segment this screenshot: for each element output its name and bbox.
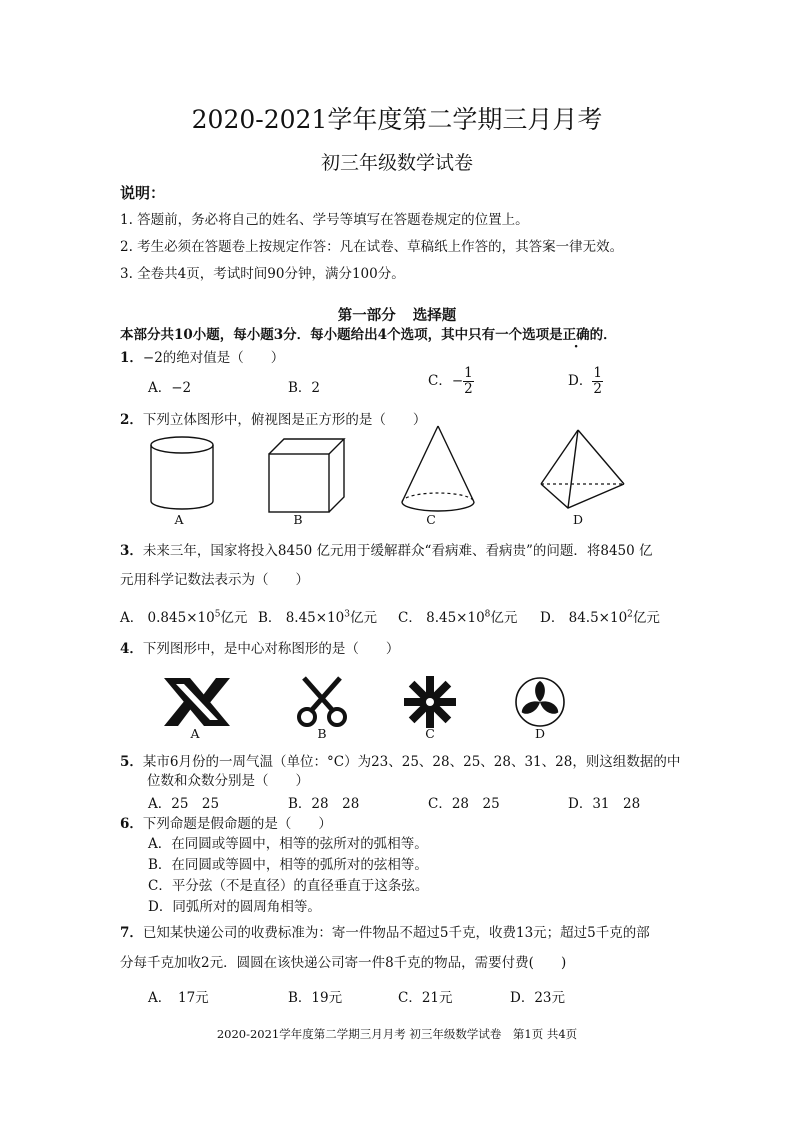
question-5-line-1 [120, 750, 680, 770]
q4-label-a: A [190, 726, 200, 741]
question-number: 4． [120, 641, 143, 657]
q4-label-c: C [425, 726, 435, 741]
q4-label-d: D [534, 726, 546, 741]
q1-option-d-prefix: D． [568, 373, 593, 389]
option-exponent: 5 [214, 609, 221, 620]
question-1 [120, 346, 284, 366]
q1-option-c-prefix: C．− [428, 373, 464, 389]
cone-figure [396, 422, 480, 518]
q6-option-b: B．在同圆或等圆中，相等的弧所对的弦相等。 [148, 857, 428, 873]
q7-option-d: D．23元 [510, 990, 566, 1006]
q6-option-d: D．同弧所对的圆周角相等。 [148, 899, 321, 915]
q6-option-a: A．在同圆或等圆中，相等的弦所对的弧相等。 [148, 836, 428, 852]
question-3-line-2: 元用科学记数法表示为（ ） [120, 572, 309, 588]
q3-option-a [120, 606, 247, 626]
option-unit: 亿元 [632, 610, 660, 626]
q2-label-b: B [293, 512, 303, 527]
q3-option-b [258, 606, 377, 626]
fraction-denominator: 2 [593, 381, 602, 397]
q1-option-c [428, 366, 474, 397]
q5-option-b: B．28 28 [288, 796, 360, 812]
tri-blade-circle-symbol [512, 674, 568, 730]
fraction-denominator: 2 [464, 381, 473, 397]
question-number: 5． [120, 754, 143, 770]
q7-option-c: C．21元 [398, 990, 453, 1006]
section-title: 第一部分 选择题 [337, 307, 457, 324]
q1-option-c-fraction [463, 366, 474, 397]
note-item: 1. 答题前，务必将自己的姓名、学号等填写在答题卷规定的位置上。 [120, 212, 529, 228]
q1-option-a: A．−2 [148, 380, 192, 396]
double-x-symbol [160, 676, 234, 728]
exam-subtitle: 初三年级数学试卷 [320, 152, 473, 174]
gear-flower-symbol [402, 674, 458, 730]
q6-option-c: C．平分弦（不是直径）的直径垂直于这条弦。 [148, 878, 429, 894]
cube-figure [264, 434, 346, 516]
fraction-numerator: 1 [593, 365, 602, 381]
question-7-line-1 [120, 921, 650, 941]
fraction-numerator: 1 [464, 365, 473, 381]
question-7-line-2: 分每千克加收2元．圆圆在该快递公司寄一件8千克的物品，需要付费( ) [120, 955, 567, 971]
question-text: 未来三年，国家将投入8450 亿元用于缓解群众“看病难、看病贵”的问题．将8450 亿 [142, 543, 653, 559]
option-unit: 亿元 [350, 610, 377, 626]
option-exponent: 2 [627, 609, 633, 620]
note-item: 2. 考生必须在答题卷上按规定作答：凡在试卷、草稿纸上作答的，其答案一律无效。 [120, 239, 624, 255]
question-text: 某市6月份的一周气温（单位：°C）为23、25、28、25、28、31、28，则这组数据的中 [142, 754, 681, 770]
q5-option-c: C．28 25 [428, 796, 500, 812]
option-unit: 亿元 [490, 610, 518, 626]
question-2 [120, 408, 426, 428]
question-number: 7． [120, 925, 143, 941]
section-desc-main: 本部分共10小题，每小题3分．每小题给出4个选项，其中只有一个选项是 [120, 327, 563, 343]
q5-option-d: D．31 28 [568, 796, 641, 812]
q2-label-c: C [426, 512, 436, 527]
option-text: D． 84.5×10 [540, 610, 628, 626]
section-description [120, 323, 617, 343]
question-6 [120, 812, 332, 832]
option-exponent: 8 [484, 609, 491, 620]
page-footer: 2020-2021学年度第二学期三月月考 初三年级数学试卷 第1页 共4页 [216, 1027, 578, 1041]
q1-option-d [568, 366, 603, 397]
question-number: 1． [120, 350, 143, 366]
pyramid-figure [536, 426, 630, 514]
question-5-line-2: 位数和众数分别是（ ） [147, 773, 309, 789]
question-number: 2． [120, 412, 143, 428]
q1-option-d-fraction [592, 366, 603, 397]
q7-option-a: A． 17元 [148, 990, 209, 1006]
q5-option-a: A．25 25 [148, 796, 220, 812]
question-text: −2的绝对值是（ ） [142, 350, 285, 366]
section-desc-end: 的． [589, 327, 617, 343]
q4-label-b: B [317, 726, 327, 741]
option-text: A． 0.845×10 [120, 610, 215, 626]
question-3-line-1 [120, 539, 653, 559]
option-text: B． 8.45×10 [258, 610, 345, 626]
notes-heading: 说明： [120, 184, 166, 202]
question-number: 3． [120, 543, 143, 559]
option-text: C． 8.45×10 [398, 610, 485, 626]
option-exponent: 3 [344, 609, 350, 620]
q7-option-b: B．19元 [288, 990, 343, 1006]
option-unit: 亿元 [220, 610, 248, 626]
q1-option-b: B．2 [288, 380, 321, 396]
question-text: 下列立体图形中，俯视图是正方形的是（ ） [142, 412, 427, 428]
question-text: 下列命题是假命题的是（ ） [142, 816, 332, 832]
cylinder-figure [146, 434, 218, 514]
q2-label-d: D [572, 512, 584, 527]
note-item: 3. 全卷共4页，考试时间90分钟，满分100分。 [120, 266, 405, 282]
question-4 [120, 637, 399, 657]
question-text: 已知某快递公司的收费标准为：寄一件物品不超过5千克，收费13元；超过5千克的部 [142, 925, 650, 941]
exam-title: 2020-2021学年度第二学期三月月考 [191, 105, 603, 134]
scissors-symbol [294, 674, 350, 730]
question-number: 6． [120, 816, 143, 832]
q3-option-c [398, 606, 517, 626]
section-desc-emphasis: 正确 [562, 327, 590, 343]
question-text: 下列图形中，是中心对称图形的是（ ） [142, 641, 400, 657]
q2-label-a: A [174, 512, 184, 527]
q3-option-d [540, 606, 660, 626]
